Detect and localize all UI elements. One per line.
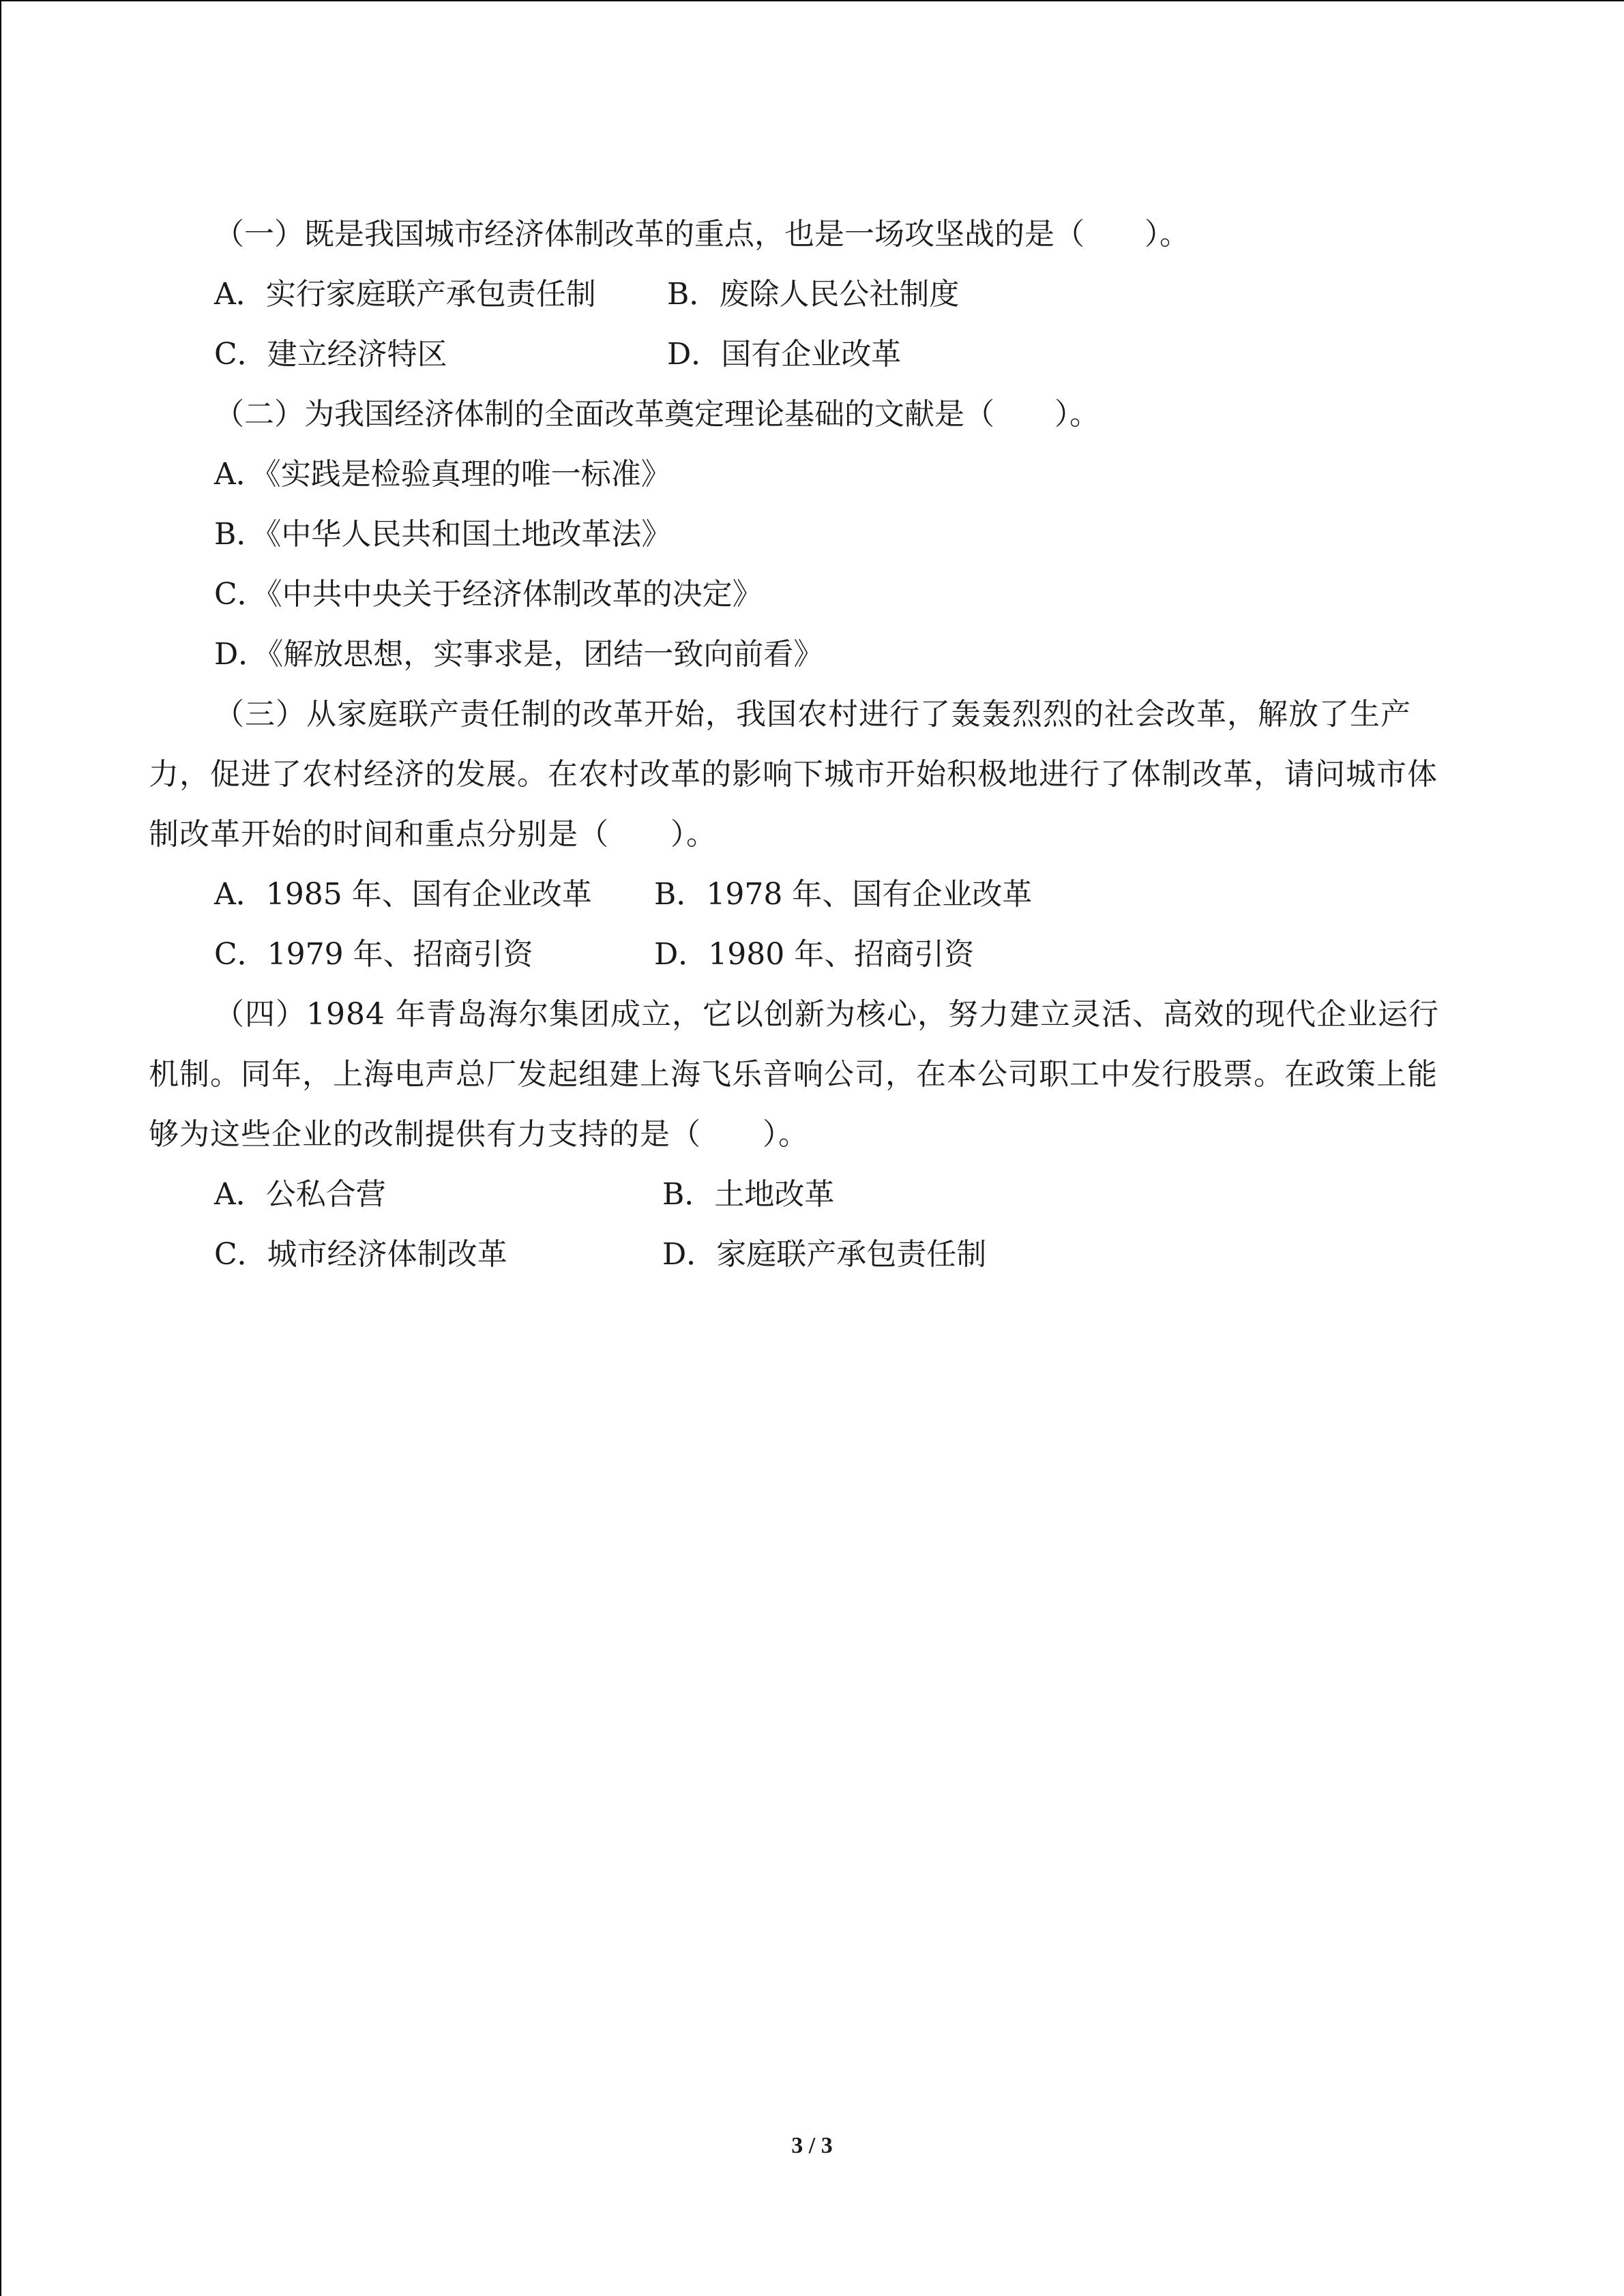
question-1-option-c: C．建立经济特区 bbox=[214, 337, 447, 372]
question-4-options-row-2 bbox=[149, 1225, 1462, 1285]
question-4-options-row-1 bbox=[149, 1165, 1462, 1225]
question-2-option-d: D．《解放思想，实事求是，团结一致向前看》 bbox=[214, 637, 824, 672]
question-2-option-a: A．《实践是检验真理的唯一标准》 bbox=[214, 457, 671, 492]
question-2-option-c: C．《中共中央关于经济体制改革的决定》 bbox=[214, 577, 763, 612]
question-3-option-d: D．1980 年、招商引资 bbox=[654, 937, 975, 972]
worksheet-content bbox=[149, 205, 1462, 1285]
question-1-stem: （一）既是我国城市经济体制改革的重点，也是一场攻坚战的是（ ）。 bbox=[214, 217, 1190, 252]
question-1-option-d: D．国有企业改革 bbox=[667, 337, 902, 372]
question-2-option-b: B．《中华人民共和国土地改革法》 bbox=[214, 517, 672, 552]
question-1-options-row-2 bbox=[149, 325, 1462, 385]
question-2-stem: （二）为我国经济体制的全面改革奠定理论基础的文献是（ ）。 bbox=[214, 397, 1099, 432]
question-4-option-c: C．城市经济体制改革 bbox=[214, 1237, 507, 1272]
question-4-stem: （四）1984 年青岛海尔集团成立，它以创新为核心，努力建立灵活、高效的现代企业运行机制。同年，上海电声总厂发起组建上海飞乐音响公司，在本公司职工中发行股票。在政策上能够为这些企业的改制提供有力支持的是（ ）。 bbox=[149, 997, 1439, 1152]
question-3-option-b: B．1978 年、国有企业改革 bbox=[654, 877, 1033, 912]
question-4-option-d: D．家庭联产承包责任制 bbox=[662, 1237, 987, 1272]
question-1-option-b: B．废除人民公社制度 bbox=[667, 277, 960, 312]
question-3-options-row-2 bbox=[149, 925, 1462, 985]
page-number: 3 / 3 bbox=[791, 2133, 833, 2158]
question-4-option-a: A．公私合营 bbox=[214, 1177, 386, 1212]
question-4-option-b: B．土地改革 bbox=[662, 1177, 835, 1212]
question-3-options-row-1 bbox=[149, 865, 1462, 925]
question-3-stem: （三）从家庭联产责任制的改革开始，我国农村进行了轰轰烈烈的社会改革，解放了生产力，促进了农村经济的发展。在农村改革的影响下城市开始积极地进行了体制改革，请问城市体制改革开始的时间和重点分别是（ ）。 bbox=[149, 697, 1438, 852]
question-3-option-a: A．1985 年、国有企业改革 bbox=[214, 877, 592, 912]
question-1-options-row-1 bbox=[149, 265, 1462, 325]
question-3-option-c: C．1979 年、招商引资 bbox=[214, 937, 533, 972]
question-1-option-a: A．实行家庭联产承包责任制 bbox=[214, 277, 596, 312]
